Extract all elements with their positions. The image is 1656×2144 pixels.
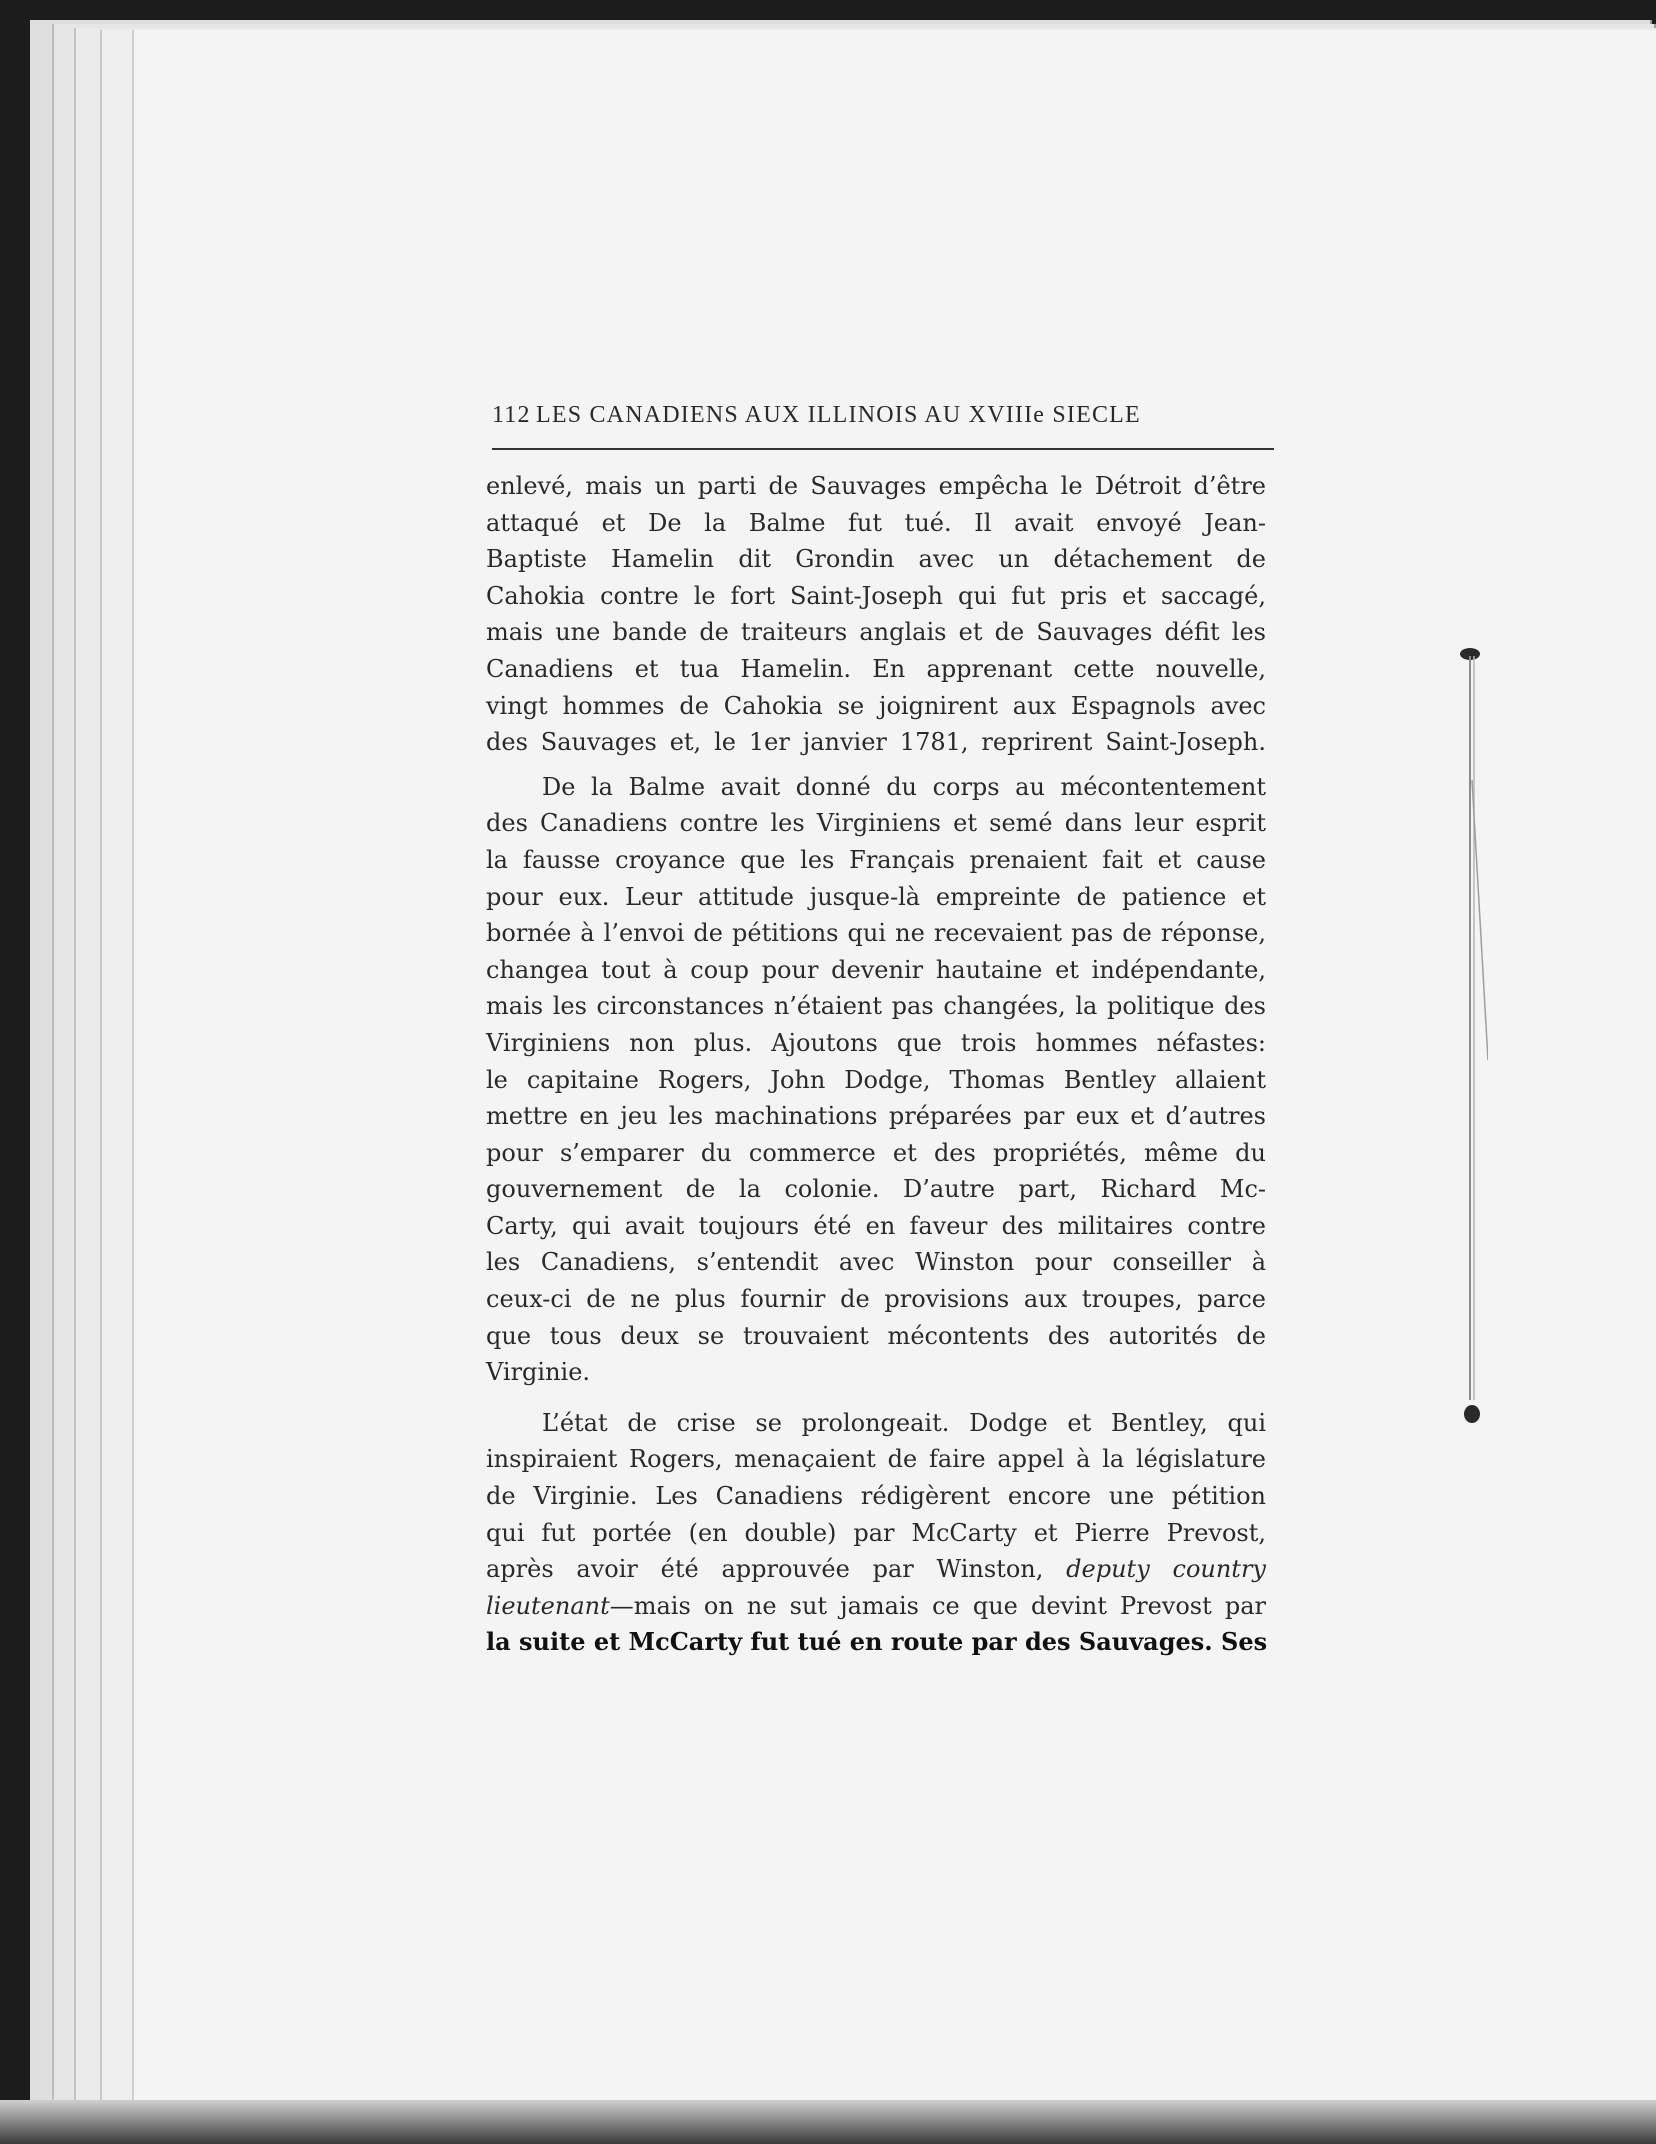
text-line: gouvernement de la colonie. D’autre part, Richard Mc- bbox=[486, 1175, 1266, 1204]
running-title: LES CANADIENS AUX ILLINOIS AU XVIIIe SIECLE bbox=[536, 402, 1141, 428]
text-line: Canadiens et tua Hamelin. En apprenant cette nouvelle, bbox=[486, 654, 1266, 683]
text-segment: —mais on ne sut jamais ce que devint Prevost par bbox=[609, 1591, 1266, 1620]
paragraph-3 bbox=[486, 1405, 1266, 1661]
text-line: qui fut portée (en double) par McCarty et Pierre Prevost, bbox=[486, 1518, 1266, 1547]
text-line: pour s’emparer du commerce et des propriétés, même du bbox=[486, 1138, 1266, 1167]
running-head bbox=[492, 402, 1274, 442]
text-line: De la Balme avait donné du corps au mécontentement bbox=[542, 772, 1266, 801]
text-line: mais une bande de traiteurs anglais et de Sauvages défit les bbox=[486, 618, 1266, 647]
text-line: attaqué et De la Balme fut tué. Il avait envoyé Jean- bbox=[486, 508, 1266, 537]
header-rule bbox=[492, 448, 1274, 450]
text-line-with-italic bbox=[486, 1551, 1266, 1588]
text-line: la suite et McCarty fut tué en route par des Sauvages. Ses bbox=[486, 1627, 1268, 1657]
text-segment: après avoir été approuvée par Winston, bbox=[486, 1555, 1044, 1584]
text-line: pour eux. Leur attitude jusque-là empreinte de patience et bbox=[486, 882, 1266, 911]
bookmark-ribbon bbox=[1458, 640, 1488, 1430]
paragraph-2 bbox=[486, 769, 1266, 1391]
text-line: Virginiens non plus. Ajoutons que trois hommes néfastes: bbox=[486, 1028, 1266, 1057]
text-line: Cahokia contre le fort Saint-Joseph qui fut pris et saccagé, bbox=[486, 581, 1266, 610]
text-line: mais les circonstances n’étaient pas changées, la politique des bbox=[486, 992, 1266, 1021]
text-line: Baptiste Hamelin dit Grondin avec un détachement de bbox=[486, 545, 1266, 574]
text-line: le capitaine Rogers, John Dodge, Thomas Bentley allaient bbox=[486, 1065, 1266, 1094]
text-line: Carty, qui avait toujours été en faveur des militaires contre bbox=[486, 1211, 1266, 1240]
text-line: inspiraient Rogers, menaçaient de faire appel à la législature bbox=[486, 1445, 1266, 1474]
page-bottom-shadow bbox=[0, 2100, 1656, 2144]
text-line: des Sauvages et, le 1er janvier 1781, reprirent Saint-Joseph. bbox=[486, 728, 1266, 757]
text-line: vingt hommes de Cahokia se joignirent aux Espagnols avec bbox=[486, 691, 1266, 720]
text-line: L’état de crise se prolongeait. Dodge et Bentley, qui bbox=[542, 1408, 1266, 1437]
text-line: changea tout à coup pour devenir hautaine et indépendante, bbox=[486, 955, 1266, 984]
italic-phrase: deputy country bbox=[1066, 1555, 1266, 1584]
text-line: de Virginie. Les Canadiens rédigèrent encore une pétition bbox=[486, 1482, 1266, 1511]
text-line: Virginie. bbox=[486, 1358, 591, 1387]
text-line: bornée à l’envoi de pétitions qui ne recevaient pas de réponse, bbox=[486, 919, 1266, 948]
italic-phrase: lieutenant bbox=[486, 1591, 610, 1620]
text-line-with-italic bbox=[486, 1588, 1266, 1625]
text-line: ceux-ci de ne plus fournir de provisions aux troupes, parce bbox=[486, 1285, 1266, 1314]
text-line: les Canadiens, s’entendit avec Winston pour conseiller à bbox=[486, 1248, 1266, 1277]
text-line: des Canadiens contre les Virginiens et semé dans leur esprit bbox=[486, 809, 1266, 838]
text-line: mettre en jeu les machinations préparées par eux et d’autres bbox=[486, 1102, 1266, 1131]
paragraph-1 bbox=[486, 468, 1266, 761]
text-line: que tous deux se trouvaient mécontents des autorités de bbox=[486, 1321, 1266, 1350]
text-line: enlevé, mais un parti de Sauvages empêcha le Détroit d’être bbox=[486, 472, 1266, 500]
body-text bbox=[486, 468, 1266, 1661]
page-number: 112 bbox=[492, 402, 531, 428]
text-line: la fausse croyance que les Français prenaient fait et cause bbox=[486, 845, 1266, 874]
